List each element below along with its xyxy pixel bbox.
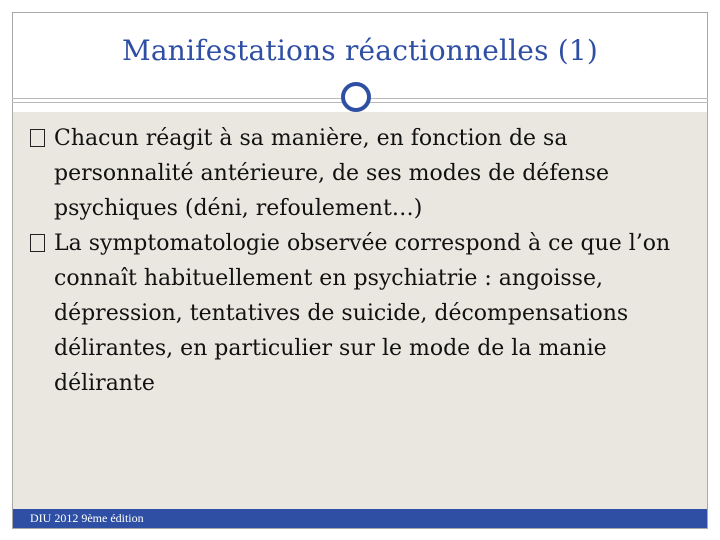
circle-ornament-icon	[341, 82, 371, 112]
bullet-text: Chacun réagit à sa manière, en fonction de sa personnalité antérieure, de ses modes de défense psychiques (déni, refoulement…)	[54, 126, 609, 221]
bullet-text: La symptomatologie observée correspond à ce que l’on connaît habituellement en psychiatrie : angoisse, dépression, tentatives de suicide, décompensations délirantes, en particulier sur le mode de la manie délirante	[54, 231, 671, 396]
slide-title: Manifestations réactionnelles (1)	[121, 34, 598, 67]
bullet-item	[30, 121, 690, 226]
bullet-list	[30, 121, 690, 401]
square-bullet-icon	[30, 234, 45, 252]
bullet-item	[30, 226, 690, 401]
footer-text: DIU 2012 9ème édition	[30, 511, 144, 525]
square-bullet-icon	[30, 129, 45, 147]
